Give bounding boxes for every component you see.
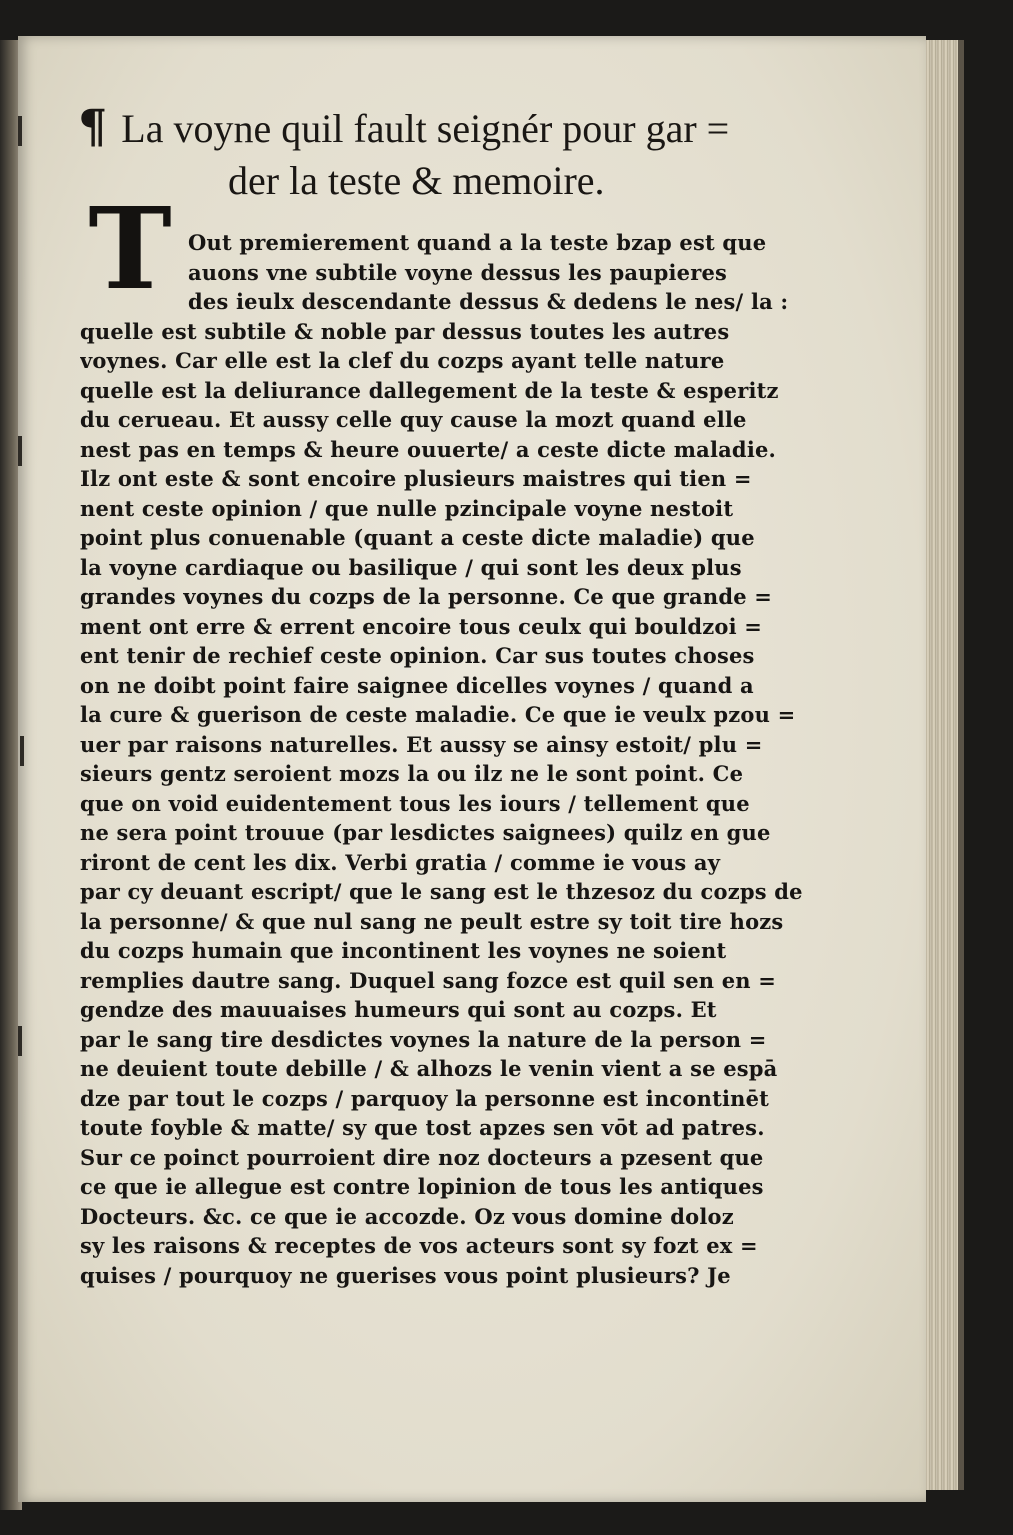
text-line: sieurs gentz seroient mozs la ou ilz ne le sont point. Ce [80, 761, 744, 786]
pilcrow-mark: ¶ [78, 99, 108, 153]
text-line: ne sera point trouue (par lesdictes saignees) quilz en gue [80, 820, 771, 845]
text-line: gendze des mauuaises humeurs qui sont au cozps. Et [80, 997, 717, 1022]
text-line: nest pas en temps & heure ouuerte/ a ceste dicte maladie. [80, 436, 777, 462]
margin-mark [18, 116, 22, 146]
text-line: la cure & guerison de ceste maladie. Ce que ie veulx pzou = [80, 702, 796, 727]
text-line: uer par raisons naturelles. Et aussy se ainsy estoit/ plu = [80, 731, 763, 757]
text-line: nent ceste opinion / que nulle pzincipale voyne nestoit [80, 495, 734, 521]
text-line: ent tenir de rechief ceste opinion. Car sus toutes choses [80, 643, 755, 668]
text-line: Docteurs. &c. ce que ie accozde. Oz vous domine doloz [80, 1203, 734, 1229]
text-line: voynes. Car elle est la clef du cozps ayant telle nature [80, 348, 725, 373]
margin-mark [20, 736, 24, 766]
text-line: quelle est la deliurance dallegement de la teste & esperitz [80, 377, 779, 403]
body-text [80, 228, 850, 1290]
text-line: dze par tout le cozps / parquoy la personne est incontinēt [80, 1085, 770, 1111]
margin-mark [18, 436, 22, 466]
text-line: remplies dautre sang. Duquel sang fozce est quil sen en = [80, 967, 777, 993]
text-line: sy les raisons & receptes de vos acteurs sont sy fozt ex = [80, 1233, 758, 1258]
text-line: quelle est subtile & noble par dessus toutes les autres [80, 318, 730, 344]
text-line: Ilz ont este & sont encoire plusieurs maistres qui tien = [80, 466, 752, 491]
heading-line-1: La voyne quil fault seignér pour gar = [121, 106, 730, 151]
text-line: ne deuient toute debille / & alhozs le venin vient a se espā [80, 1056, 778, 1081]
text-line: la voyne cardiaque ou basilique / qui sont les deux plus [80, 554, 742, 580]
text-line: des ieulx descendante dessus & dedens le nes/ la : [188, 289, 789, 314]
text-line: ce que ie allegue est contre lopinion de tous les antiques [80, 1174, 764, 1199]
text-line: ment ont erre & errent encoire tous ceulx qui bouldzoi = [80, 613, 763, 639]
text-line: toute foyble & matte/ sy que tost apzes sen vōt ad patres. [80, 1115, 765, 1140]
text-line: du cerueau. Et aussy celle quy cause la mozt quand elle [80, 407, 747, 432]
text-line: auons vne subtile voyne dessus les paupieres [188, 259, 728, 285]
text-line: la personne/ & que nul sang ne peult estre sy toit tire hozs [80, 908, 784, 934]
text-line: par le sang tire desdictes voynes la nature de la person = [80, 1026, 767, 1052]
text-line: point plus conuenable (quant a ceste dicte maladie) que [80, 525, 755, 550]
text-line: grandes voynes du cozps de la personne. Ce que grande = [80, 584, 773, 609]
margin-mark [18, 1026, 22, 1056]
text-line: quises / pourquoy ne guerises vous point plusieurs? Je [80, 1262, 731, 1288]
text-line: Sur ce poinct pourroient dire noz docteurs a pzesent que [80, 1144, 764, 1170]
text-line: que on void euidentement tous les iours / tellement que [80, 790, 750, 816]
drop-cap-initial: T [88, 184, 172, 315]
chapter-heading [78, 100, 858, 207]
text-line: du cozps humain que incontinent les voynes ne soient [80, 938, 727, 963]
text-line: riront de cent les dix. Verbi gratia / comme ie vous ay [80, 849, 721, 875]
text-line: par cy deuant escript/ que le sang est le thzesoz du cozps de [80, 879, 803, 904]
heading-line-2: der la teste & memoire. [228, 158, 605, 203]
text-line: Out premierement quand a la teste bzap est que [188, 230, 767, 255]
text-line: on ne doibt point faire saignee dicelles voynes / quand a [80, 672, 754, 698]
